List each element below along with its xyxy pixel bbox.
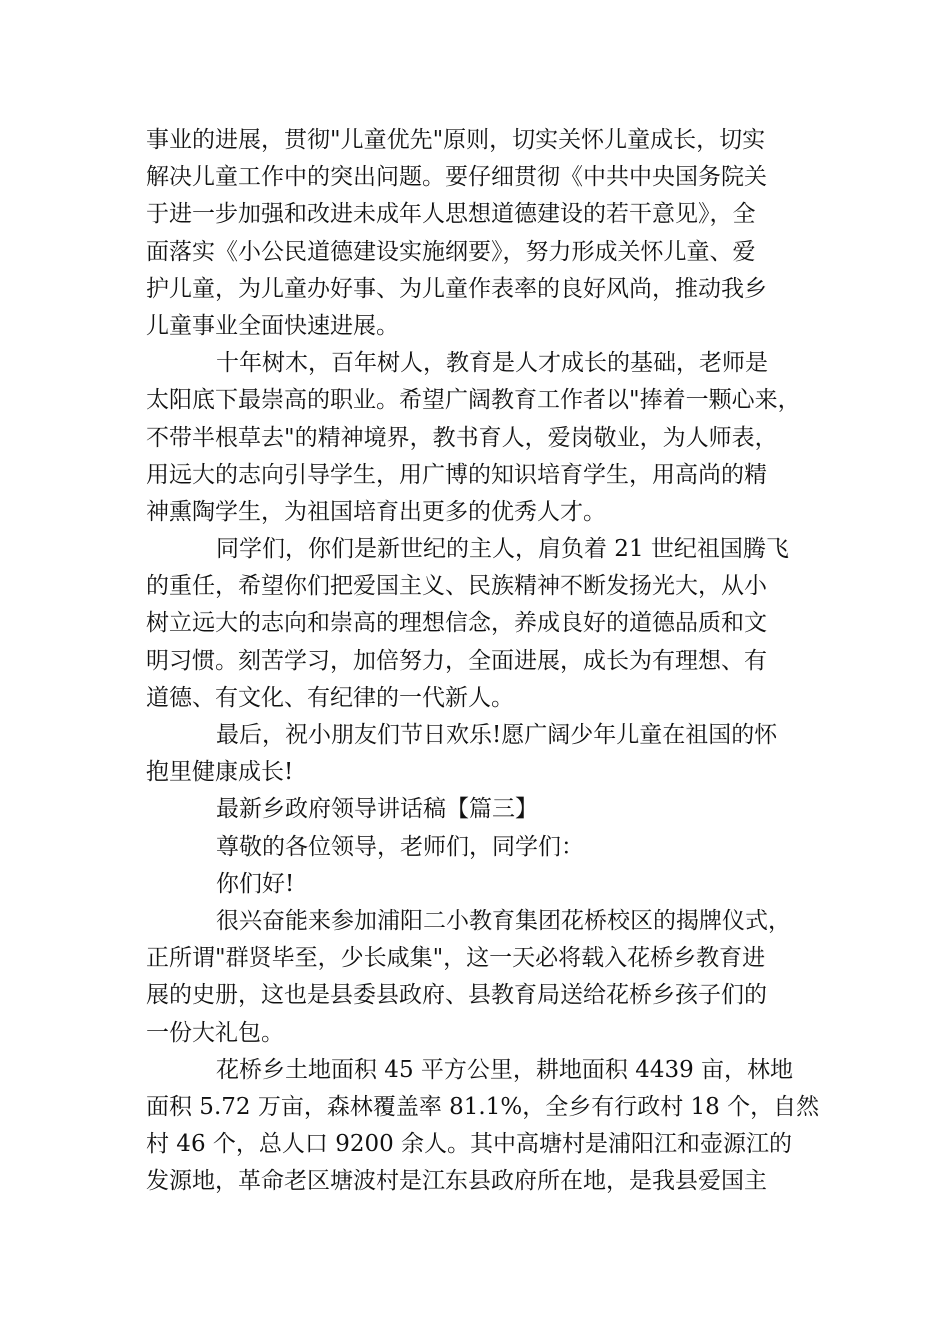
text-line: 发源地，革命老区塘波村是江东县政府所在地，是我县爱国主 (146, 1168, 767, 1195)
text-line: 面落实《小公民道德建设实施纲要》，努力形成关怀儿童、爱 (146, 238, 756, 265)
text-line: 十年树木，百年树人，教育是人才成长的基础，老师是 (216, 350, 768, 377)
text-line: 面积 5.72 万亩，森林覆盖率 81.1%，全乡有行政村 18 个，自然 (146, 1093, 820, 1120)
text-line: 太阳底下最崇高的职业。希望广阔教育工作者以"捧着一颗心来， (146, 387, 801, 414)
body-text (146, 122, 826, 1200)
text-line: 的重任，希望你们把爱国主义、民族精神不断发扬光大，从小 (146, 573, 767, 600)
text-line: 你们好! (216, 870, 295, 897)
text-line: 最新乡政府领导讲话稿【篇三】 (216, 796, 538, 823)
text-line: 护儿童，为儿童办好事、为儿童作表率的良好风尚，推动我乡 (146, 275, 767, 302)
text-line: 一份大礼包。 (146, 1019, 284, 1046)
text-line: 神熏陶学生，为祖国培育出更多的优秀人才。 (146, 498, 606, 525)
text-line: 很兴奋能来参加浦阳二小教育集团花桥校区的揭牌仪式， (216, 907, 791, 934)
text-line: 儿童事业全面快速进展。 (146, 312, 399, 339)
text-line: 于进一步加强和改进未成年人思想道德建设的若干意见》，全 (146, 201, 756, 228)
text-line: 最后，祝小朋友们节日欢乐!愿广阔少年儿童在祖国的怀 (216, 722, 778, 748)
text-line: 道德、有文化、有纪律的一代新人。 (146, 684, 514, 711)
text-line: 解决儿童工作中的突出问题。要仔细贯彻《中共中央国务院关 (146, 164, 767, 191)
text-line: 明习惯。刻苦学习，加倍努力，全面进展，成长为有理想、有 (146, 647, 767, 674)
text-line: 事业的进展，贯彻"儿童优先"原则，切实关怀儿童成长，切实 (146, 127, 766, 153)
text-line: 同学们，你们是新世纪的主人，肩负着 21 世纪祖国腾飞 (216, 536, 789, 563)
text-line: 村 46 个，总人口 9200 余人。其中高塘村是浦阳江和壶源江的 (146, 1131, 793, 1158)
text-line: 展的史册，这也是县委县政府、县教育局送给花桥乡孩子们的 (146, 982, 767, 1009)
text-line: 用远大的志向引导学生，用广博的知识培育学生，用高尚的精 (146, 461, 767, 488)
text-line: 树立远大的志向和崇高的理想信念，养成良好的道德品质和文 (146, 610, 767, 637)
text-line: 正所谓"群贤毕至，少长咸集"，这一天必将载入花桥乡教育进 (146, 945, 766, 972)
text-line: 花桥乡土地面积 45 平方公里，耕地面积 4439 亩，林地 (216, 1056, 794, 1083)
text-line: 抱里健康成长! (146, 759, 294, 786)
text-line: 尊敬的各位领导，老师们，同学们： (216, 833, 584, 860)
text-line: 不带半根草去"的精神境界，教书育人，爱岗敬业，为人师表， (146, 424, 778, 451)
